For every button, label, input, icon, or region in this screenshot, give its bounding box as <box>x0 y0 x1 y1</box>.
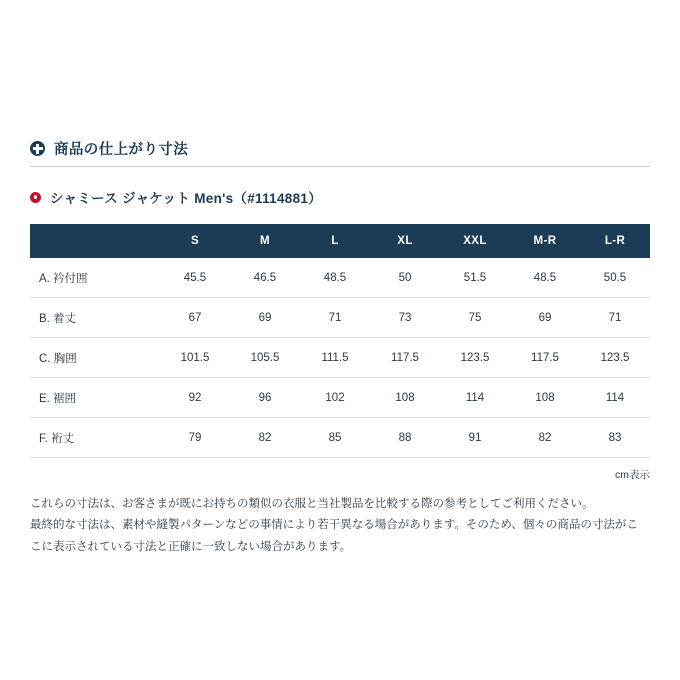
table-row <box>30 338 650 378</box>
cell-value: 91 <box>440 418 510 458</box>
product-header <box>30 187 650 207</box>
cell-value: 117.5 <box>370 338 440 378</box>
cell-value: 123.5 <box>580 338 650 378</box>
row-label: A. 衿付囲 <box>30 258 160 298</box>
footnote-line-3: こに表示されている寸法と正確に一致しない場合があります。 <box>30 540 352 553</box>
column-header-lr: L-R <box>580 224 650 258</box>
cell-value: 48.5 <box>510 258 580 298</box>
cell-value: 69 <box>510 298 580 338</box>
column-header-xxl: XXL <box>440 224 510 258</box>
column-header-s: S <box>160 224 230 258</box>
cell-value: 73 <box>370 298 440 338</box>
cell-value: 114 <box>580 378 650 418</box>
table-row <box>30 258 650 298</box>
table-row <box>30 418 650 458</box>
cell-value: 50 <box>370 258 440 298</box>
cell-value: 46.5 <box>230 258 300 298</box>
cell-value: 83 <box>580 418 650 458</box>
section-header <box>30 0 650 166</box>
row-label: C. 胸囲 <box>30 338 160 378</box>
cell-value: 105.5 <box>230 338 300 378</box>
cell-value: 88 <box>370 418 440 458</box>
column-header-l: L <box>300 224 370 258</box>
column-header-xl: XL <box>370 224 440 258</box>
cell-value: 111.5 <box>300 338 370 378</box>
cell-value: 71 <box>300 298 370 338</box>
cell-value: 67 <box>160 298 230 338</box>
cell-value: 123.5 <box>440 338 510 378</box>
cell-value: 102 <box>300 378 370 418</box>
cell-value: 96 <box>230 378 300 418</box>
table-row <box>30 378 650 418</box>
cell-value: 48.5 <box>300 258 370 298</box>
cell-value: 79 <box>160 418 230 458</box>
cell-value: 69 <box>230 298 300 338</box>
cell-value: 71 <box>580 298 650 338</box>
red-dot-icon <box>30 192 41 203</box>
cell-value: 85 <box>300 418 370 458</box>
footnote-line-2: 最終的な寸法は、素材や縫製パターンなどの事情により若干異なる場合があります。そのため、個々の商品の寸法がこ <box>30 519 638 532</box>
footnote-line-1: これらの寸法は、お客さまが既にお持ちの類似の衣服と当社製品を比較する際の参考としてご利用ください。 <box>30 498 594 510</box>
row-label: F. 裄丈 <box>30 418 160 458</box>
row-label: E. 裾囲 <box>30 378 160 418</box>
plus-circle-icon <box>30 141 45 156</box>
cell-value: 51.5 <box>440 258 510 298</box>
table-header-row <box>30 224 650 258</box>
footnote <box>30 494 650 558</box>
column-header-m: M <box>230 224 300 258</box>
size-table <box>30 224 650 458</box>
cell-value: 92 <box>160 378 230 418</box>
cell-value: 108 <box>370 378 440 418</box>
cell-value: 114 <box>440 378 510 418</box>
cell-value: 75 <box>440 298 510 338</box>
product-title: シャミース ジャケット Men's（#1114881） <box>50 191 323 206</box>
column-header-mr: M-R <box>510 224 580 258</box>
unit-note: cm表示 <box>615 469 650 481</box>
cell-value: 108 <box>510 378 580 418</box>
table-row <box>30 298 650 338</box>
cell-value: 82 <box>510 418 580 458</box>
cell-value: 50.5 <box>580 258 650 298</box>
section-title: 商品の仕上がり寸法 <box>54 142 189 158</box>
cell-value: 45.5 <box>160 258 230 298</box>
cell-value: 101.5 <box>160 338 230 378</box>
table-corner-cell <box>30 224 160 258</box>
cell-value: 82 <box>230 418 300 458</box>
row-label: B. 着丈 <box>30 298 160 338</box>
cell-value: 117.5 <box>510 338 580 378</box>
header-divider <box>30 166 650 167</box>
